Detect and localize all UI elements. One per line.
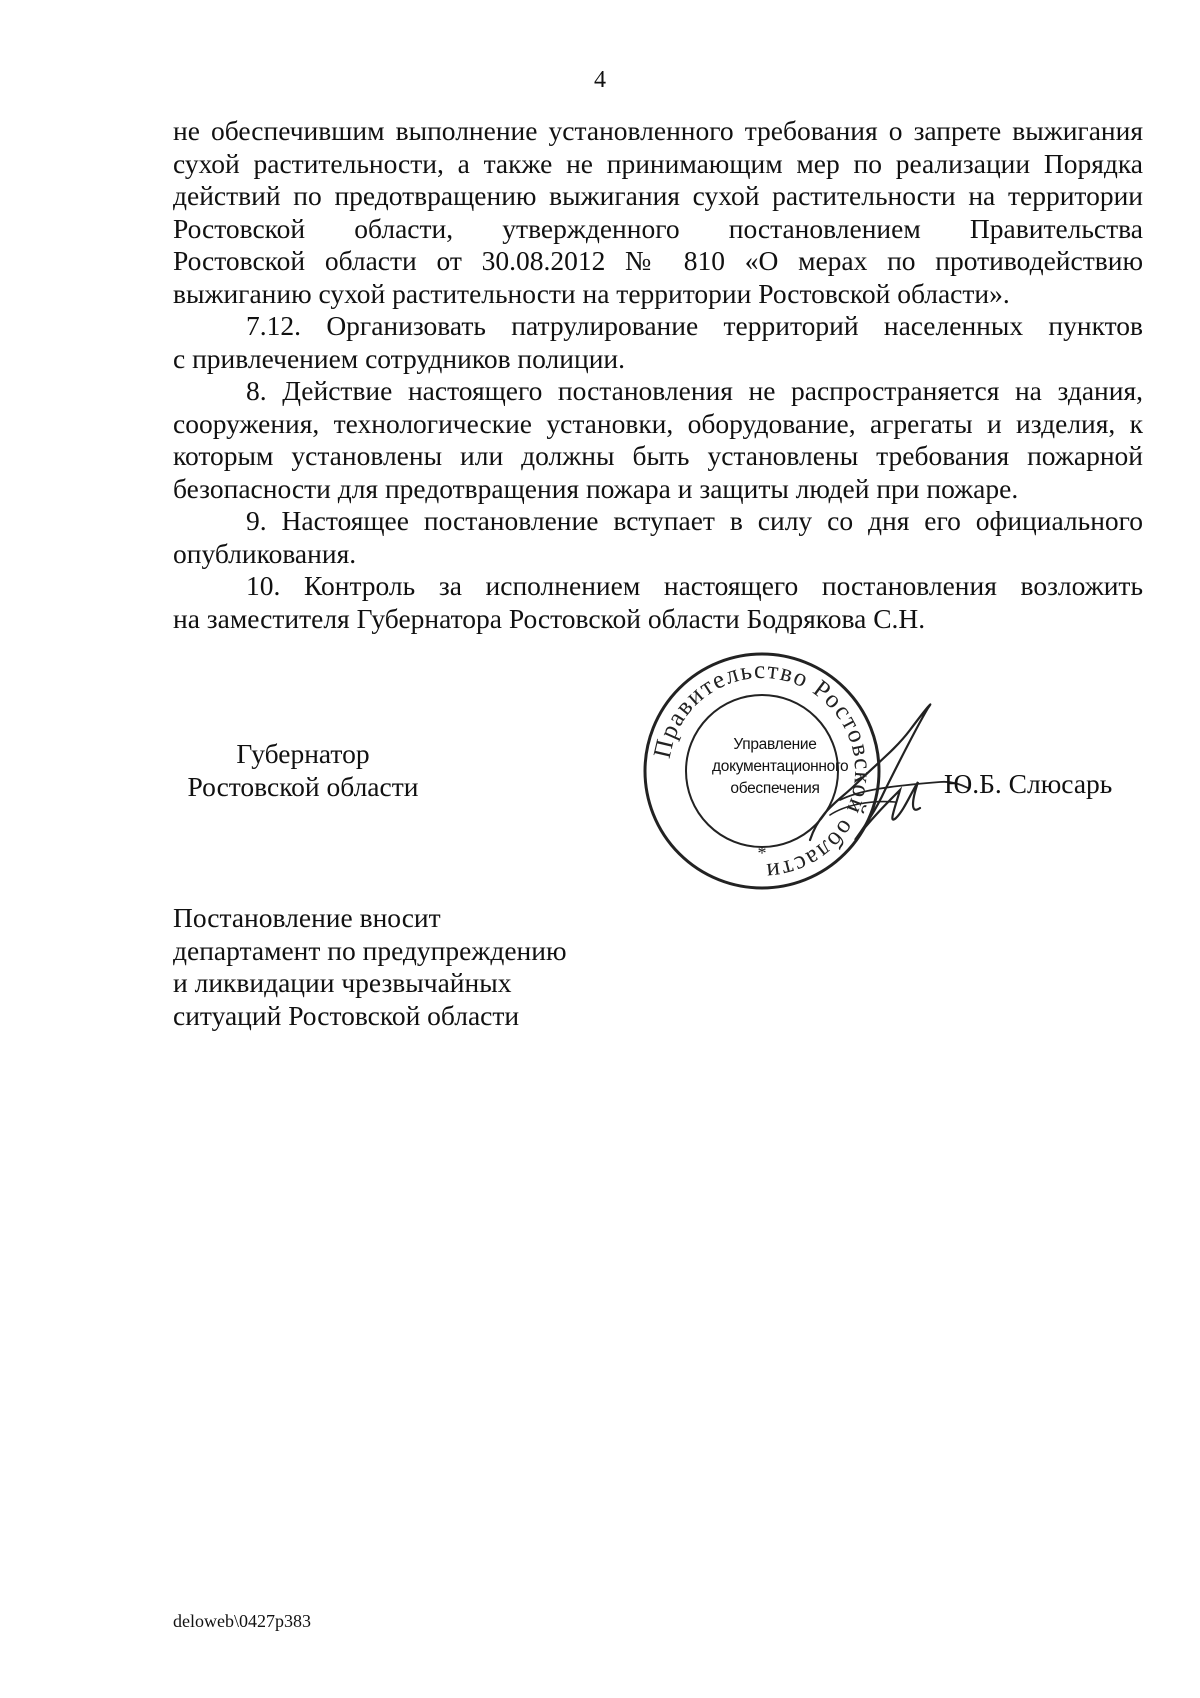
clause-7-12-rest: с привлечением сотрудников полиции. [173, 342, 626, 374]
submitter-line4: ситуаций Ростовской области [173, 999, 520, 1031]
clause-8-line1: 8. Действие настоящего постановления не распространяется на здания, [246, 375, 1143, 406]
stamp-center-line2: документационного [712, 758, 849, 775]
stamp-star: * [757, 843, 767, 863]
body-line: Ростовской области от 30.08.2012 № 810 «О мерах по противодействию [173, 245, 1143, 276]
submitter-note [173, 902, 593, 1032]
clause-9-line1: 9. Настоящее постановление вступает в силу со дня его официального [246, 505, 1143, 536]
page-number: 4 [594, 67, 606, 93]
stamp-center-line1: Управление [733, 736, 817, 753]
submitter-line2: департамент по предупреждению [173, 934, 567, 966]
clause-10-line1: 10. Контроль за исполнением настоящего постановления возложить [246, 570, 1143, 601]
signatory-title [178, 738, 428, 803]
stamp-center-line3: обеспечения [730, 780, 820, 797]
document-body [173, 115, 1143, 635]
signatory-title-line1: Губернатор [236, 738, 370, 769]
signatory-name: Ю.Б. Слюсарь [944, 768, 1113, 799]
clause-9-rest: опубликования. [173, 537, 357, 569]
body-line: не обеспечившим выполнение установленного требования о запрете выжигания [173, 115, 1143, 146]
body-line: действий по предотвращению выжигания сухой растительности на территории [173, 180, 1143, 211]
body-line: Ростовской области, утвержденного постановлением Правительства [173, 212, 1143, 244]
clause-8-rest: сооружения, технологические установки, оборудование, агрегаты и изделия, к которым установлены или должны быть установлены требования пожарной безопасности для предотвращения пожара и защиты людей при пожаре. [173, 407, 1143, 504]
document-code: deloweb\0427p383 [173, 1611, 311, 1631]
clause-10-rest: на заместителя Губернатора Ростовской области Бодрякова С.Н. [173, 602, 926, 634]
submitter-line1: Постановление вносит [173, 902, 441, 933]
clause-7-12-line1: 7.12. Организовать патрулирование территорий населенных пунктов [246, 310, 1143, 341]
body-line: выжиганию сухой растительности на территории Ростовской области». [173, 277, 1010, 309]
signatory-title-line2: Ростовской области [187, 770, 419, 802]
submitter-line3: и ликвидации чрезвычайных [173, 967, 512, 998]
stamp-ring-text: Правительство Ростовской области [648, 656, 877, 886]
body-line: сухой растительности, а также не принимающим мер по реализации Порядка [173, 147, 1143, 179]
